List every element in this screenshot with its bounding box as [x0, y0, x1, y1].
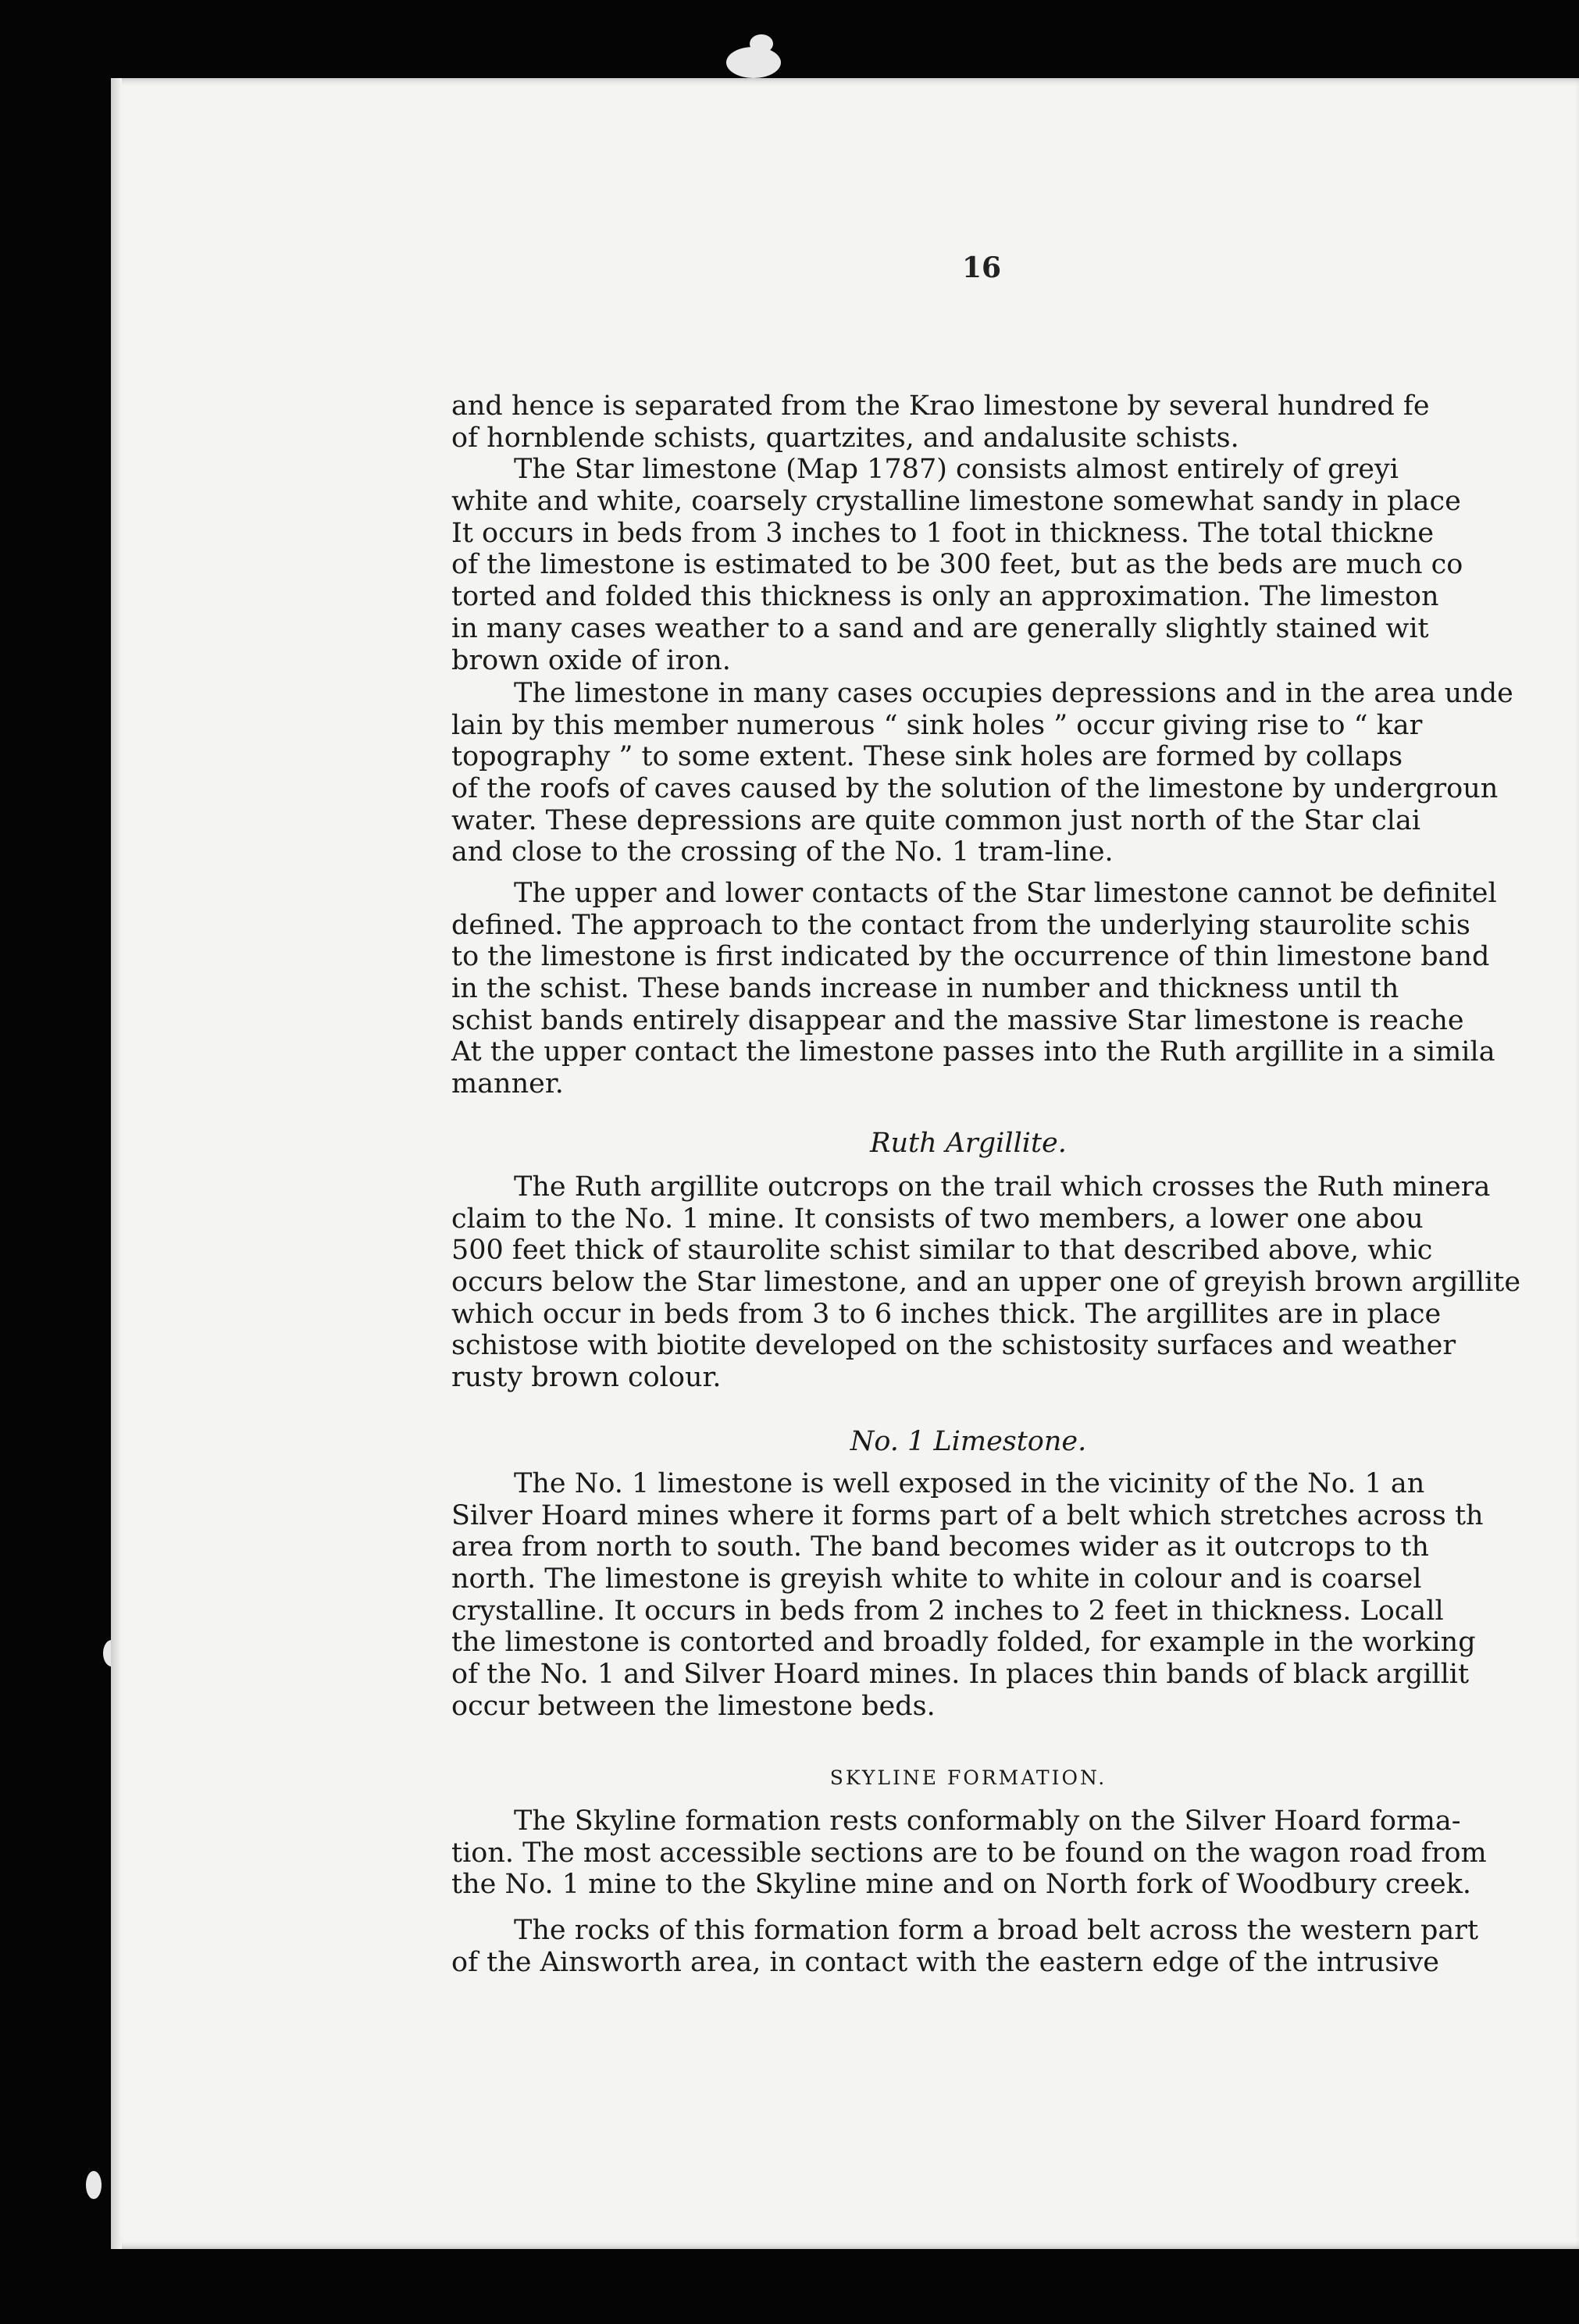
text-line: 500 feet thick of staurolite schist similar to that described above, whic: [451, 1235, 1433, 1267]
text-line: The rocks of this formation form a broad belt across the western part: [514, 1915, 1479, 1946]
text-line: and close to the crossing of the No. 1 tram-line.: [451, 836, 1114, 868]
text-line: of the roofs of caves caused by the solution of the limestone by undergroun: [451, 773, 1499, 805]
text-line: to the limestone is first indicated by the occurrence of thin limestone band: [451, 941, 1490, 973]
paper-damage-speck: [726, 47, 781, 78]
text-line: schistose with biotite developed on the schistosity surfaces and weather: [451, 1330, 1456, 1362]
paper-damage-speck: [750, 34, 773, 53]
text-line: It occurs in beds from 3 inches to 1 foot in thickness. The total thickne: [451, 517, 1435, 549]
text-line: of the limestone is estimated to be 300 feet, but as the beds are much co: [451, 549, 1463, 581]
text-line: The Star limestone (Map 1787) consists almost entirely of greyi: [514, 454, 1399, 486]
text-line: the limestone is contorted and broadly folded, for example in the working: [451, 1627, 1476, 1659]
text-line: and hence is separated from the Krao limestone by several hundred fe: [451, 390, 1430, 422]
text-line: occur between the limestone beds.: [451, 1690, 936, 1722]
text-line: brown oxide of iron.: [451, 644, 731, 676]
text-line: Silver Hoard mines where it forms part of a belt which stretches across th: [451, 1499, 1484, 1531]
text-line: The Skyline formation rests conformably on the Silver Hoard forma-: [514, 1805, 1461, 1837]
text-line: area from north to south. The band becomes wider as it outcrops to th: [451, 1531, 1429, 1563]
text-line: occurs below the Star limestone, and an upper one of greyish brown argillite: [451, 1267, 1521, 1299]
text-line: in many cases weather to a sand and are generally slightly stained wit: [451, 612, 1429, 644]
text-line: The limestone in many cases occupies depressions and in the area unde: [514, 678, 1513, 709]
text-line: in the schist. These bands increase in number and thickness until th: [451, 973, 1399, 1005]
page-number: 16: [962, 251, 1002, 284]
text-line: claim to the No. 1 mine. It consists of two members, a lower one abou: [451, 1203, 1424, 1235]
text-line: crystalline. It occurs in beds from 2 inches to 2 feet in thickness. Locall: [451, 1595, 1444, 1627]
text-line: The upper and lower contacts of the Star limestone cannot be definitel: [514, 878, 1497, 909]
text-line: manner.: [451, 1068, 564, 1100]
paragraph-ruth-argillite: [451, 1171, 1545, 1394]
text-line: lain by this member numerous “ sink holes ” occur giving rise to “ kar: [451, 709, 1423, 741]
text-line: defined. The approach to the contact from the underlying staurolite schis: [451, 909, 1470, 941]
paragraph-skyline-formation: [451, 1805, 1545, 1901]
text-line: the No. 1 mine to the Skyline mine and on North fork of Woodbury creek.: [451, 1869, 1472, 1901]
page-left-edge: [111, 78, 122, 2249]
text-line: rusty brown colour.: [451, 1362, 722, 1394]
text-line: topography ” to some extent. These sink holes are formed by collaps: [451, 741, 1403, 773]
text-line: torted and folded this thickness is only an approximation. The limeston: [451, 581, 1439, 613]
paragraph-skyline-rocks: [451, 1915, 1545, 1978]
text-line: north. The limestone is greyish white to white in colour and is coarsel: [451, 1563, 1422, 1595]
text-line: of the No. 1 and Silver Hoard mines. In places thin bands of black argillit: [451, 1659, 1470, 1691]
text-line: white and white, coarsely crystalline limestone somewhat sandy in place: [451, 486, 1461, 518]
text-line: of hornblende schists, quartzites, and andalusite schists.: [451, 422, 1239, 454]
text-line: of the Ainsworth area, in contact with the eastern edge of the intrusive: [451, 1946, 1440, 1978]
text-line: tion. The most accessible sections are to be found on the wagon road from: [451, 1837, 1487, 1869]
text-line: water. These depressions are quite common just north of the Star clai: [451, 804, 1421, 836]
text-line: schist bands entirely disappear and the massive Star limestone is reache: [451, 1004, 1464, 1036]
paragraph-sink-holes: [451, 678, 1545, 868]
heading-skyline-formation: SKYLINE FORMATION.: [829, 1766, 1107, 1789]
paragraph-star-limestone: [451, 390, 1545, 676]
paragraph-contacts: [451, 878, 1545, 1100]
text-line: At the upper contact the limestone passes into the Ruth argillite in a simila: [451, 1036, 1495, 1068]
paragraph-no1-limestone: [451, 1468, 1545, 1723]
text-line: The No. 1 limestone is well exposed in the vicinity of the No. 1 an: [514, 1468, 1425, 1499]
heading-no1-limestone: No. 1 Limestone.: [850, 1426, 1087, 1457]
heading-ruth-argillite: Ruth Argillite.: [870, 1128, 1067, 1159]
paper-damage-speck: [86, 2171, 102, 2199]
text-line: which occur in beds from 3 to 6 inches thick. The argillites are in place: [451, 1298, 1442, 1330]
text-line: The Ruth argillite outcrops on the trail which crosses the Ruth minera: [514, 1171, 1491, 1203]
